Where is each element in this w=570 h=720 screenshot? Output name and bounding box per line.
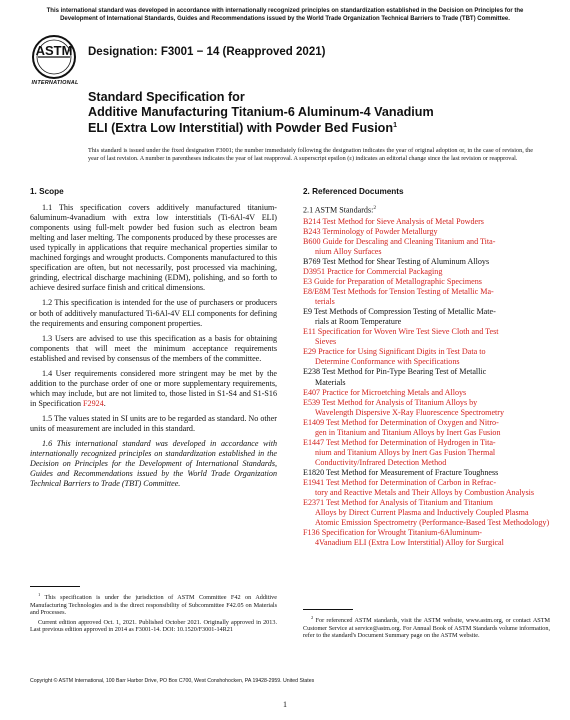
reference-item[interactable] bbox=[303, 528, 550, 548]
reference-title: Test Method for Measurement of Fracture Toughness bbox=[326, 467, 499, 477]
astm-logo bbox=[30, 34, 82, 80]
reference-code: B769 bbox=[303, 256, 321, 266]
scope-paragraph-1-1: 1.1 This specification covers additively manufactured titanium-6aluminum-4vanadium with extra low interstitials (Ti-6Al-4V ELI) components using full-melt powder bed fusion such as electron beam melting and laser melting. The components produced by these processes are used typically in applications that require mechanical properties similar to machined forgings and wrought products. Components manufactured to this specification are often, but not necessarily, post processed via machining, grinding, electrical discharge machining (EDM), polishing, and so forth to achieve desired surface finish and critical dimensions. bbox=[30, 203, 277, 293]
reference-code[interactable]: E11 bbox=[303, 327, 316, 337]
title-line-1: Standard Specification for bbox=[88, 90, 245, 104]
reference-item[interactable] bbox=[303, 277, 550, 287]
reference-title[interactable]: Test Method for Determination of Carbon in Refrac- bbox=[326, 478, 497, 487]
reference-item[interactable] bbox=[303, 438, 550, 468]
right-column bbox=[303, 187, 550, 548]
logo-subtitle: INTERNATIONAL bbox=[31, 80, 79, 86]
svg-text:ASTM: ASTM bbox=[35, 43, 73, 58]
scope-paragraph-1-6: 1.6 This international standard was developed in accordance with internationally recognized principles on standardization established in the Decision on Principles for the Development of International Standards, Guides and Recommendations issued by the World Trade Organization Technical Barriers to Trade (TBT) Committee. bbox=[30, 439, 277, 489]
reference-title-continued: nium and Titanium Alloys by Inert Gas Fusion Thermal Conductivity/Infrared Detection Method bbox=[315, 447, 496, 467]
reference-code[interactable]: E29 bbox=[303, 347, 317, 357]
scope-paragraph-1-4: 1.4 User requirements considered more stringent may be met by the addition to the purchase order of one or more supplementary requirements, which may include, but are not limited to, those listed in S1-S4 and S1-S16 in Specification F2924. bbox=[30, 368, 277, 408]
footnote-rule-right bbox=[303, 609, 353, 610]
reference-title[interactable]: Test Method for Determination of Hydrogen in Tita- bbox=[326, 437, 496, 447]
international-standard-note: This international standard was developed in accordance with internationally recognized principles on standardization established in the Decision on Principles for the Development of International Standards, Guides and Recommendations issued by the World Trade Organization Technical Barriers to Trade (TBT) Committee. bbox=[46, 8, 524, 22]
reference-item[interactable] bbox=[303, 257, 550, 267]
reference-title[interactable]: Practice for Commercial Packaging bbox=[327, 267, 443, 277]
reference-title[interactable]: Test Methods for Tension Testing of Metallic Ma- bbox=[332, 287, 494, 297]
reference-title[interactable]: Test Method for Sieve Analysis of Metal Powders bbox=[322, 216, 484, 226]
reference-item[interactable] bbox=[303, 217, 550, 227]
reference-item[interactable] bbox=[303, 227, 550, 237]
reference-title-continued: nium Alloy Surfaces bbox=[315, 246, 382, 256]
reference-item[interactable] bbox=[303, 267, 550, 277]
scope-paragraph-1-3: 1.3 Users are advised to use this specification as a basis for obtaining components that will meet the minimum acceptance requirements established and revised by consensus of the members of the committee. bbox=[30, 333, 277, 363]
reference-title-continued: gen in Titanium and Titanium Alloys by Inert Gas Fusion bbox=[315, 427, 501, 437]
astm-standards-subheading: 2.1 ASTM Standards:$^2$ bbox=[303, 205, 377, 215]
reference-title-continued: tory and Reactive Metals and Their Alloys by Combustion Analysis bbox=[315, 488, 535, 498]
page-number: 1 bbox=[283, 700, 287, 709]
reference-code[interactable]: E2371 bbox=[303, 498, 325, 508]
reference-title[interactable]: Guide for Descaling and Cleaning Titanium and Tita- bbox=[322, 236, 496, 246]
title-footnote-mark: 1 bbox=[393, 122, 397, 130]
footnotes-right bbox=[303, 614, 550, 640]
reference-code[interactable]: B243 bbox=[303, 226, 321, 236]
document-title bbox=[88, 90, 528, 136]
reference-title[interactable]: Test Method for Determination of Oxygen and Nitro- bbox=[326, 417, 499, 427]
reference-title-continued: Materials bbox=[315, 377, 346, 387]
designation: Designation: F3001 − 14 (Reapproved 2021) bbox=[88, 46, 326, 58]
reference-title: Test Method for Pin-Type Bearing Test of Metallic bbox=[321, 367, 487, 377]
copyright-line: Copyright © ASTM International, 100 Barr Harbor Drive, PO Box C700, West Conshohocken, PA 19428-2959. United States bbox=[30, 678, 315, 684]
reference-code[interactable]: B214 bbox=[303, 216, 321, 226]
reference-title[interactable]: Test Method for Analysis of Titanium Alloys by bbox=[321, 397, 478, 407]
reference-list bbox=[303, 217, 550, 549]
reference-item[interactable] bbox=[303, 347, 550, 367]
reference-title-continued: Determine Conformance with Specifications bbox=[315, 357, 460, 367]
reference-code[interactable]: F136 bbox=[303, 528, 320, 538]
footnote-rule-left bbox=[30, 586, 80, 587]
footnote-1-committee: $^1$ This specification is under the jurisdiction of ASTM Committee F42 on Additive Manufacturing Technologies and is the direct responsibility of Subcommittee F42.05 on Materials and Processes. bbox=[30, 592, 277, 617]
reference-code[interactable]: E1409 bbox=[303, 417, 325, 427]
reference-item[interactable] bbox=[303, 478, 550, 498]
title-line-3: ELI (Extra Low Interstitial) with Powder Bed Fusion$^1$ bbox=[88, 121, 397, 136]
footnotes-left bbox=[30, 591, 277, 636]
reference-code[interactable]: D3951 bbox=[303, 267, 326, 277]
reference-item[interactable] bbox=[303, 307, 550, 327]
scope-paragraph-1-2: 1.2 This specification is intended for the use of purchasers or producers or both of additively manufactured Ti-6Al-4V ELI components for defining the requirements and ensuring component properties. bbox=[30, 298, 277, 328]
reference-item[interactable] bbox=[303, 468, 550, 478]
reference-item[interactable] bbox=[303, 418, 550, 438]
reference-code[interactable]: E1447 bbox=[303, 437, 325, 447]
reference-title[interactable]: Practice for Microetching Metals and Alloys bbox=[322, 387, 467, 397]
reference-code[interactable]: E1941 bbox=[303, 478, 325, 487]
reference-title[interactable]: Specification for Woven Wire Test Sieve Cloth and Test bbox=[317, 327, 499, 337]
reference-item[interactable] bbox=[303, 287, 550, 307]
reference-item[interactable] bbox=[303, 367, 550, 387]
reference-title: Test Method for Shear Testing of Aluminum Alloys bbox=[322, 256, 490, 266]
reference-code: E238 bbox=[303, 367, 321, 377]
f2924-link[interactable]: F2924 bbox=[83, 398, 104, 408]
reference-item[interactable] bbox=[303, 237, 550, 257]
reference-code[interactable]: E8/E8M bbox=[303, 287, 331, 297]
reference-code: E1820 bbox=[303, 467, 325, 477]
scope-paragraph-1-5: 1.5 The values stated in SI units are to be regarded as standard. No other units of measurement are included in this standard. bbox=[30, 413, 277, 433]
reference-item[interactable] bbox=[303, 327, 550, 347]
reference-title[interactable]: Specification for Wrought Titanium-6Aluminum- bbox=[321, 528, 482, 538]
title-line-2: Additive Manufacturing Titanium-6 Aluminum-4 Vanadium bbox=[88, 104, 434, 119]
reference-title[interactable]: Terminology of Powder Metallurgy bbox=[322, 226, 438, 236]
left-column bbox=[30, 187, 277, 494]
reference-title[interactable]: Test Method for Analysis of Titanium and Titanium bbox=[326, 498, 493, 508]
reference-title-continued: rials at Room Temperature bbox=[315, 317, 402, 327]
footnote-1-edition: Current edition approved Oct. 1, 2021. Published October 2021. Originally approved in 2013. Last previous edition approved in 2014 as F3001-14. DOI: 10.1520/F3001-14R21 bbox=[30, 618, 277, 634]
reference-item[interactable] bbox=[303, 388, 550, 398]
reference-title-continued: Sieves bbox=[315, 337, 337, 347]
reference-title-continued: 4Vanadium ELI (Extra Low Interstitial) Alloy for Surgical bbox=[315, 538, 504, 548]
reference-title-continued: Alloys by Direct Current Plasma and Inductively Coupled Plasma Atomic Emission Spectrometry (Performance-Based Test Methodology) bbox=[315, 508, 550, 528]
reference-code[interactable]: E539 bbox=[303, 397, 321, 407]
reference-item[interactable] bbox=[303, 398, 550, 418]
reference-title-continued: Wavelength Dispersive X-Ray Fluorescence Spectrometry bbox=[315, 407, 505, 417]
reference-code[interactable]: E407 bbox=[303, 387, 321, 397]
reference-title: Test Methods of Compression Testing of Metallic Mate- bbox=[313, 307, 496, 317]
reference-code[interactable]: E3 bbox=[303, 277, 312, 287]
reference-code: E9 bbox=[303, 307, 312, 317]
reference-title[interactable]: Practice for Using Significant Digits in Test Data to bbox=[318, 347, 486, 357]
footnote-2-astm-website: $^2$ For referenced ASTM standards, visit the ASTM website, www.astm.org, or contact ASTM Customer Service at service@astm.org. For Annual Book of ASTM Standards volume information, refer to the standard's Document Summary page on the ASTM website. bbox=[303, 615, 551, 640]
referenced-documents-heading: 2. Referenced Documents bbox=[303, 187, 404, 196]
reference-code[interactable]: B600 bbox=[303, 236, 321, 246]
scope-heading: 1. Scope bbox=[30, 187, 64, 196]
reference-title-continued: terials bbox=[315, 297, 335, 307]
reference-title[interactable]: Guide for Preparation of Metallographic Specimens bbox=[314, 277, 482, 287]
fixed-designation-note: This standard is issued under the fixed designation F3001; the number immediately following the designation indicates the year of original adoption or, in the case of revision, the year of last revision. A number in parentheses indicates the year of last reapproval. A superscript epsilon (ε) indicates an editorial change since the last revision or reapproval. bbox=[88, 147, 533, 162]
reference-item[interactable] bbox=[303, 498, 550, 528]
